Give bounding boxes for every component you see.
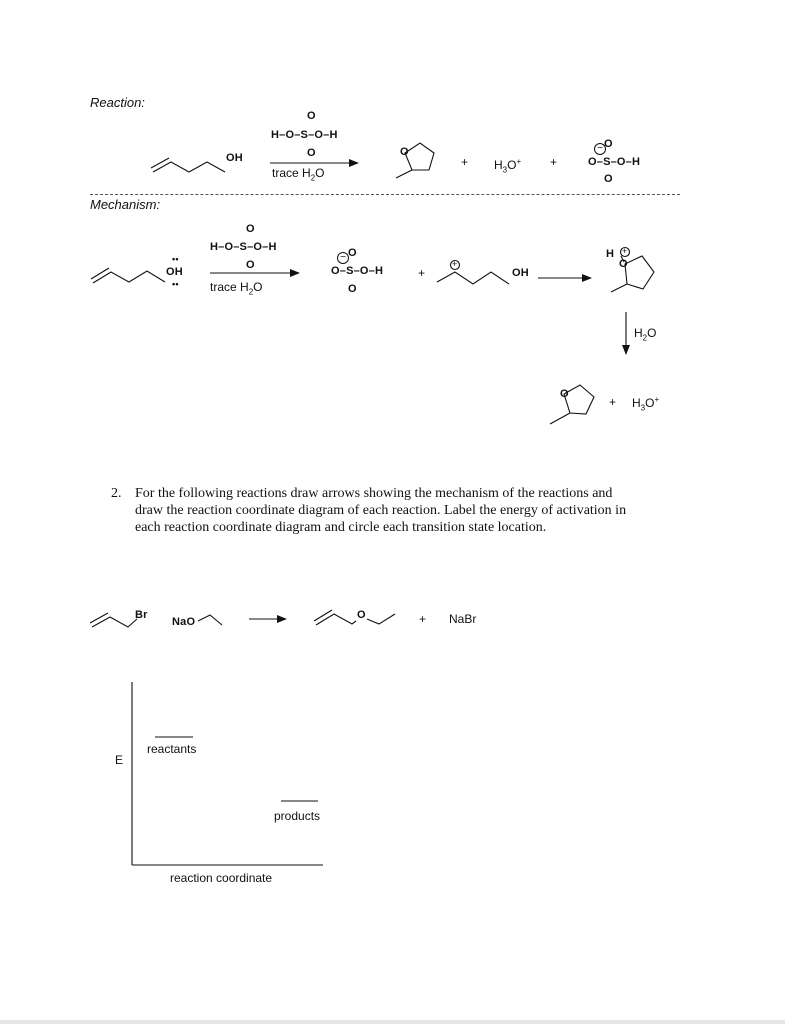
reaction-heading: Reaction: [90, 95, 145, 110]
negative-charge-circle: − [594, 143, 606, 155]
page-bottom-edge [0, 1020, 785, 1024]
carbocation-charge: + [452, 259, 458, 269]
oxonium-ring [611, 248, 654, 293]
mech-acid-bottom-oxygen: O [246, 259, 255, 271]
allyl-ethyl-ether-skeleton [314, 610, 395, 625]
mech-plus-sign: + [418, 266, 426, 280]
mech-bisulfate-bottom-oxygen: O [348, 283, 357, 295]
oxonium-charge: + [622, 246, 628, 256]
mechanism-hydroxyl-label: OH [166, 266, 183, 278]
mech-sulfuric-acid-formula: H–O–S–O–H [210, 241, 277, 253]
reaction-coordinate-label: reaction coordinate [170, 871, 273, 885]
ether-oxygen-label: O [357, 609, 366, 621]
mech-bisulfate-formula: O–S–O–H [331, 265, 384, 277]
final-thf-ring-oxygen: O [560, 388, 569, 400]
acid-top-oxygen: O [307, 110, 316, 122]
products-label: products [274, 809, 321, 823]
hydronium-label: $H_3O^+$ [494, 157, 522, 175]
oxonium-hydrogen: H [606, 248, 615, 260]
bromine-label: Br [135, 609, 148, 621]
section-divider [90, 194, 680, 195]
bisulfate-bottom-oxygen: O [604, 173, 613, 185]
allyl-bromide-skeleton [90, 613, 137, 627]
final-plus-sign: + [609, 395, 617, 409]
mech-negative-charge-circle: − [337, 252, 349, 264]
sodium-ethoxide-label: NaO [172, 616, 196, 628]
carbocation-skeleton [437, 261, 509, 285]
oxonium-oxygen: O [619, 258, 628, 270]
plus-sign-1: + [461, 155, 469, 169]
water-label: $H_2O$ [634, 326, 657, 343]
bisulfate-top-oxygen: O [604, 138, 613, 150]
mech-bisulfate-top-oxygen: O [348, 247, 357, 259]
reactants-label: reactants [147, 742, 197, 756]
ethoxide-skeleton [198, 615, 222, 625]
lone-pair-bottom: •• [172, 279, 179, 289]
carbocation-hydroxyl-label: OH [512, 267, 529, 279]
bisulfate-formula: O–S–O–H [588, 156, 641, 168]
final-hydronium-label: $H_3O^+$ [632, 395, 660, 413]
plus-sign-2: + [550, 155, 558, 169]
acid-bottom-oxygen: O [307, 147, 316, 159]
question-line-2: draw the reaction coordinate diagram of each reaction. Label the energy of activation in [135, 503, 627, 518]
mechanism-heading: Mechanism: [90, 197, 161, 212]
energy-diagram-axes [132, 682, 323, 865]
reactant-hydroxyl-label: OH [226, 152, 243, 164]
methyl-thf-ring-2 [550, 385, 594, 424]
mechanism-condition: trace $H_2O$ [210, 280, 263, 297]
thf-ring-oxygen: O [400, 146, 409, 158]
mech-acid-top-oxygen: O [246, 223, 255, 235]
question-number: 2. [111, 486, 122, 501]
sodium-bromide-label: NaBr [449, 612, 477, 626]
sulfuric-acid-formula: H–O–S–O–H [271, 129, 338, 141]
question-line-1: For the following reactions draw arrows showing the mechanism of the reactions and [135, 486, 613, 501]
energy-axis-label: E [115, 753, 124, 767]
sn2-plus-sign: + [419, 612, 427, 626]
pentenol-skeleton [151, 158, 225, 172]
reaction-condition: trace $H_2O$ [272, 166, 325, 183]
mechanism-pentenol-skeleton [91, 268, 165, 283]
question-line-3: each reaction coordinate diagram and circle each transition state location. [135, 520, 547, 535]
lone-pair-top: •• [172, 254, 179, 264]
